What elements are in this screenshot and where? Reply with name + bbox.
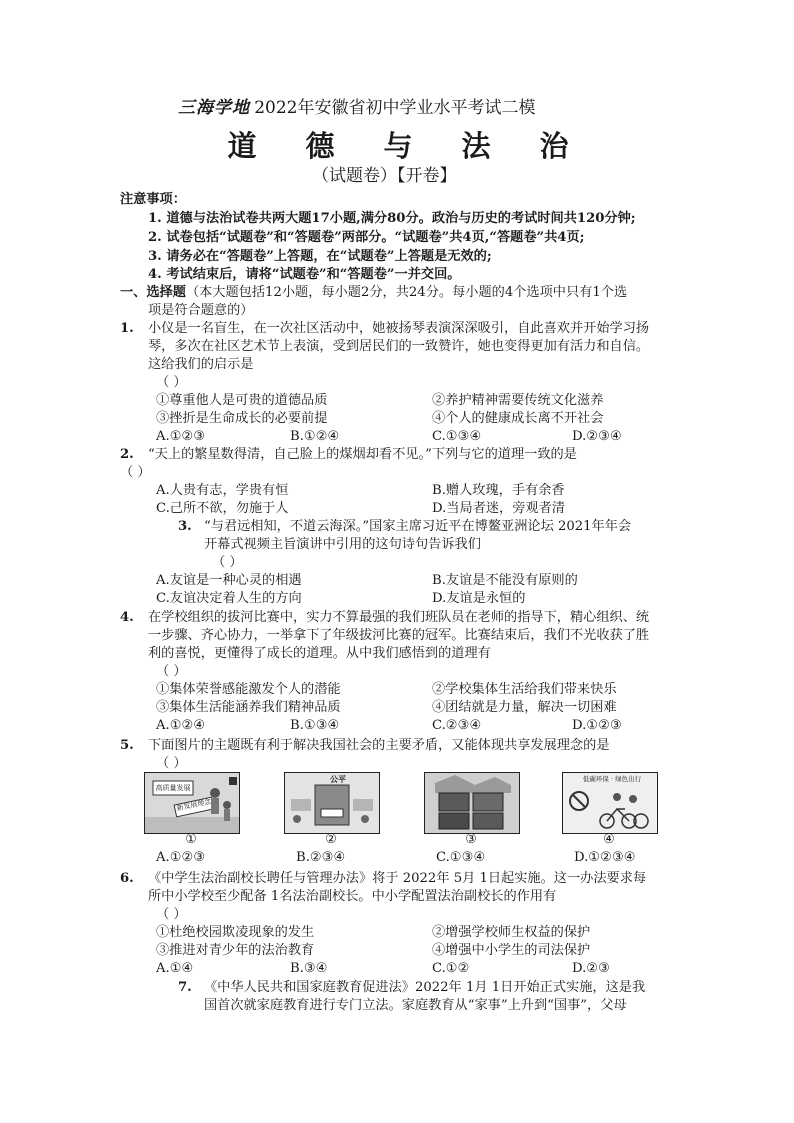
notice-item: 2. 试卷包括“试题卷”和“答题卷”两部分。“试题卷”共4页,“答题卷”共4页;: [148, 230, 585, 245]
choice: B.③④: [290, 961, 328, 976]
question-number: 3.: [178, 519, 192, 534]
subject-char: 治: [539, 129, 575, 163]
choice: B.②③④: [296, 850, 346, 865]
choice: A.①②③: [156, 429, 206, 444]
section-desc-cont: 项是符合题意的）: [148, 303, 254, 318]
question-number: 4.: [120, 610, 134, 625]
question-text: 这给我们的启示是: [148, 357, 254, 372]
option: ①集体荣誉感能激发个人的潜能: [156, 682, 341, 697]
notice-item: 4. 考试结束后，请将“试题卷”和“答题卷”一并交回。: [148, 267, 461, 282]
answer-paren: （ ）: [120, 465, 151, 480]
question-number: 6.: [120, 871, 134, 886]
question-text: 《中学生法治副校长聘任与管理办法》将于 2022年 5月 1日起实施。这一办法要求每: [148, 871, 647, 886]
exam-header: [178, 98, 535, 120]
option: ③挫折是生命成长的必要前提: [156, 411, 328, 426]
answer-paren: （ ）: [156, 664, 187, 679]
question-image-3: [424, 772, 520, 834]
image-label: ③: [465, 832, 477, 847]
subject-char: 德: [305, 129, 341, 163]
question-text: 开幕式视频主旨演讲中引用的这句诗句告诉我们: [204, 537, 481, 552]
question-text: 小仪是一名盲生，在一次社区活动中，她被扬琴表演深深吸引，自此喜欢并开始学习扬: [148, 321, 650, 336]
option: ①尊重他人是可贵的道德品质: [156, 393, 328, 408]
blocks-illustration: [425, 773, 519, 833]
question-number: 5.: [120, 738, 134, 753]
question-text: 一步骤、齐心协力，一举拿下了年级拔河比赛的冠军。比赛结束后，我们不光收获了胜: [148, 628, 650, 643]
option: C.己所不欲，勿施于人: [156, 501, 289, 516]
answer-paren: （ ）: [156, 375, 187, 390]
notice-title: 注意事项：: [120, 192, 186, 207]
choice: D.②③: [572, 961, 610, 976]
choice: C.①③④: [436, 850, 486, 865]
subject-char: 法: [461, 129, 497, 163]
image-label: ④: [603, 832, 615, 847]
question-number: 2.: [120, 447, 134, 462]
brand-logo-text: 三海学地: [178, 98, 250, 118]
image-label: ②: [325, 832, 337, 847]
option: ②学校集体生活给我们带来快乐: [432, 682, 617, 697]
exam-title: 2022年安徽省初中学业水平考试二模: [254, 98, 536, 118]
option: B.赠人玫瑰，手有余香: [432, 483, 565, 498]
option: D.当局者迷，旁观者清: [432, 501, 565, 516]
choice: A.①④: [156, 961, 194, 976]
choice: A.①②③: [156, 850, 206, 865]
question-text: 《中华人民共和国家庭教育促进法》2022年 1月 1日开始正式实施，这是我: [204, 980, 646, 995]
question-number: 1.: [120, 321, 134, 336]
notice-item: 3. 请务必在“答题卷”上答题，在“试题卷”上答题是无效的;: [148, 249, 492, 264]
question-text: 在学校组织的拔河比赛中，实力不算最强的我们班队员在老师的指导下，精心组织、统: [148, 610, 650, 625]
pic-slogan-2: 新发展理念: [176, 797, 212, 813]
question-image-1: [144, 772, 240, 834]
option: ②养护精神需要传统文化滋养: [432, 393, 604, 408]
subject-title: [206, 126, 596, 166]
option: ③集体生活能涵养我们精神品质: [156, 700, 341, 715]
option: ③推进对青少年的法治教育: [156, 943, 315, 958]
choice: D.②③④: [572, 429, 622, 444]
section-heading: [120, 283, 627, 303]
section-desc: （本大题包括12小题，每小题2分，共24分。每小题的4个选项中只有1个选: [185, 285, 628, 300]
volume-label: （试题卷）【开卷】: [312, 166, 457, 186]
question-image-4: [562, 772, 658, 834]
choice: C.①③④: [432, 429, 482, 444]
option: ④个人的健康成长离不开社会: [432, 411, 604, 426]
image-label: ①: [185, 832, 197, 847]
answer-paren: （ ）: [212, 555, 243, 570]
answer-paren: （ ）: [156, 907, 187, 922]
option: B.友谊是不能没有原则的: [432, 573, 578, 588]
question-text: 下面图片的主题既有利于解决我国社会的主要矛盾，又能体现共享发展理念的是: [148, 738, 610, 753]
option: A.友谊是一种心灵的相遇: [156, 573, 302, 588]
choice: D.①②③④: [574, 850, 636, 865]
subject-char: 与: [383, 129, 419, 163]
option: ①杜绝校园欺凌现象的发生: [156, 925, 315, 940]
option: ②增强学校师生权益的保护: [432, 925, 591, 940]
option: C.友谊决定着人生的方向: [156, 591, 302, 606]
question-number: 7.: [178, 980, 192, 995]
question-text: 国首次就家庭教育进行专门立法。家庭教育从“家事”上升到“国事”，父母: [204, 998, 627, 1013]
choice: C.①②: [432, 961, 470, 976]
choice: A.①②④: [156, 718, 206, 733]
pic-slogan-1: 高质量发展: [155, 784, 191, 792]
question-text: 琴，多次在社区艺术节上表演，受到居民们的一致赞许，她也变得更加有活力和自信。: [148, 339, 650, 354]
pic-fairness-label: 公平: [330, 774, 346, 784]
question-image-2: [284, 772, 380, 834]
question-text: 所中小学校至少配备 1名法治副校长。中小学配置法治副校长的作用有: [148, 889, 557, 904]
option: ④增强中小学生的司法保护: [432, 943, 591, 958]
notice-item: 1. 道德与法治试卷共两大题17小题,满分80分。政治与历史的考试时间共120分钟;: [148, 211, 636, 226]
choice: C.②③④: [432, 718, 482, 733]
choice: B.①②④: [290, 429, 340, 444]
choice: D.①②③: [572, 718, 622, 733]
choice: B.①③④: [290, 718, 340, 733]
pic-green-travel-label: 低碳环保 · 绿色出行: [582, 775, 642, 783]
option: A.人贵有志，学贵有恒: [156, 483, 289, 498]
section-title: 一、选择题: [120, 285, 186, 300]
question-text: “与君远相知，不道云海深。”国家主席习近平在博鳌亚洲论坛 2021年年会: [204, 519, 632, 534]
answer-paren: （ ）: [156, 756, 187, 771]
option: D.友谊是永恒的: [432, 591, 526, 606]
question-text: “天上的繁星数得清，自己脸上的煤烟却看不见。”下列与它的道理一致的是: [148, 447, 577, 462]
question-text: 利的喜悦，更懂得了成长的道理。从中我们感悟到的道理有: [148, 646, 491, 661]
subject-char: 道: [227, 129, 263, 163]
option: ④团结就是力量，解决一切困难: [432, 700, 617, 715]
